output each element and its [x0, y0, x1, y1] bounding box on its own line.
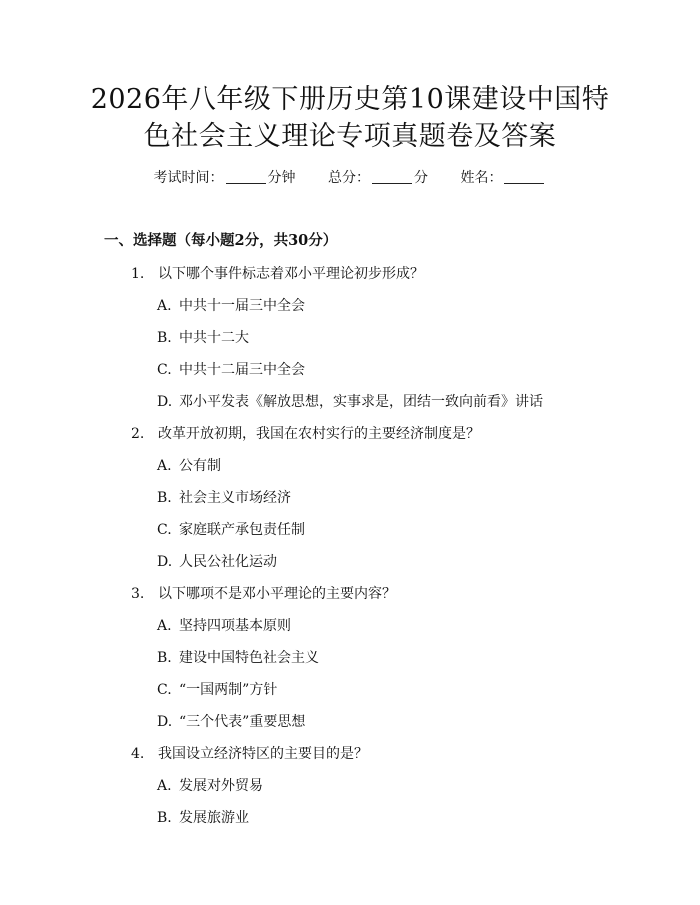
option-letter: B.	[157, 810, 172, 826]
exam-time-unit: 分钟	[267, 170, 296, 186]
exam-time-field	[154, 170, 300, 186]
option-text: 坚持四项基本原则	[179, 618, 291, 634]
question-1-option-c	[157, 360, 305, 380]
option-text: 邓小平发表《解放思想，实事求是，团结一致向前看》讲话	[179, 394, 543, 410]
option-text: 公有制	[179, 458, 221, 474]
total-score-unit: 分	[414, 170, 428, 186]
option-text: 中共十二届三中全会	[179, 362, 305, 378]
name-label: 姓名：	[460, 170, 503, 186]
option-letter: B.	[157, 330, 172, 346]
option-letter: A.	[157, 298, 172, 314]
option-text: 中共十二大	[179, 330, 249, 346]
exam-info-line	[0, 168, 700, 188]
question-text: 我国设立经济特区的主要目的是？	[158, 746, 368, 762]
exam-time-blank[interactable]	[226, 169, 266, 184]
option-letter: A.	[157, 778, 172, 794]
question-1-option-d	[157, 392, 543, 412]
question-4-option-a	[157, 776, 263, 796]
option-text: 建设中国特色社会主义	[179, 650, 319, 666]
option-letter: C.	[157, 682, 172, 698]
question-3-option-a	[157, 616, 291, 636]
option-letter: D.	[157, 714, 173, 730]
option-letter: C.	[157, 362, 172, 378]
question-text: 以下哪项不是邓小平理论的主要内容？	[158, 586, 396, 602]
option-text: 社会主义市场经济	[179, 490, 291, 506]
document-title-line-1: 2026年八年级下册历史第10课建设中国特	[90, 84, 610, 115]
option-letter: B.	[157, 490, 172, 506]
question-3-option-b	[157, 648, 319, 668]
exam-time-label: 考试时间：	[153, 170, 224, 186]
option-letter: D.	[157, 554, 173, 570]
question-4-option-b	[157, 808, 249, 828]
question-2-option-b	[157, 488, 291, 508]
question-2-option-d	[157, 552, 277, 572]
question-number: 3.	[131, 586, 145, 602]
question-text: 改革开放初期，我国在农村实行的主要经济制度是？	[158, 426, 480, 442]
total-score-blank[interactable]	[372, 169, 412, 184]
option-text: 发展旅游业	[179, 810, 249, 826]
total-score-field	[328, 170, 432, 186]
option-text: “三个代表”重要思想	[179, 714, 306, 730]
option-letter: D.	[157, 394, 173, 410]
question-number: 2.	[131, 426, 145, 442]
question-1-option-a	[157, 296, 305, 316]
option-letter: A.	[157, 618, 172, 634]
question-3-option-d	[157, 712, 305, 732]
question-text: 以下哪个事件标志着邓小平理论初步形成？	[158, 266, 424, 282]
option-text: 人民公社化运动	[179, 554, 277, 570]
question-number: 4.	[131, 746, 145, 762]
option-letter: B.	[157, 650, 172, 666]
question-1	[131, 264, 424, 284]
option-letter: A.	[157, 458, 172, 474]
question-1-option-b	[157, 328, 249, 348]
question-4	[131, 744, 368, 764]
option-text: “一国两制”方针	[179, 682, 278, 698]
question-number: 1.	[131, 266, 145, 282]
name-blank[interactable]	[504, 169, 544, 184]
option-letter: C.	[157, 522, 172, 538]
question-3-option-c	[157, 680, 277, 700]
question-2-option-a	[157, 456, 221, 476]
option-text: 中共十一届三中全会	[179, 298, 305, 314]
question-2-option-c	[157, 520, 305, 540]
question-2	[131, 424, 480, 444]
total-score-label: 总分：	[328, 170, 370, 186]
section-heading: 一、选择题（每小题2分，共30分）	[104, 232, 338, 249]
question-3	[131, 584, 396, 604]
document-title-line-2: 色社会主义理论专项真题卷及答案	[143, 121, 557, 152]
option-text: 家庭联产承包责任制	[179, 522, 305, 538]
name-field	[460, 170, 546, 186]
option-text: 发展对外贸易	[179, 778, 263, 794]
